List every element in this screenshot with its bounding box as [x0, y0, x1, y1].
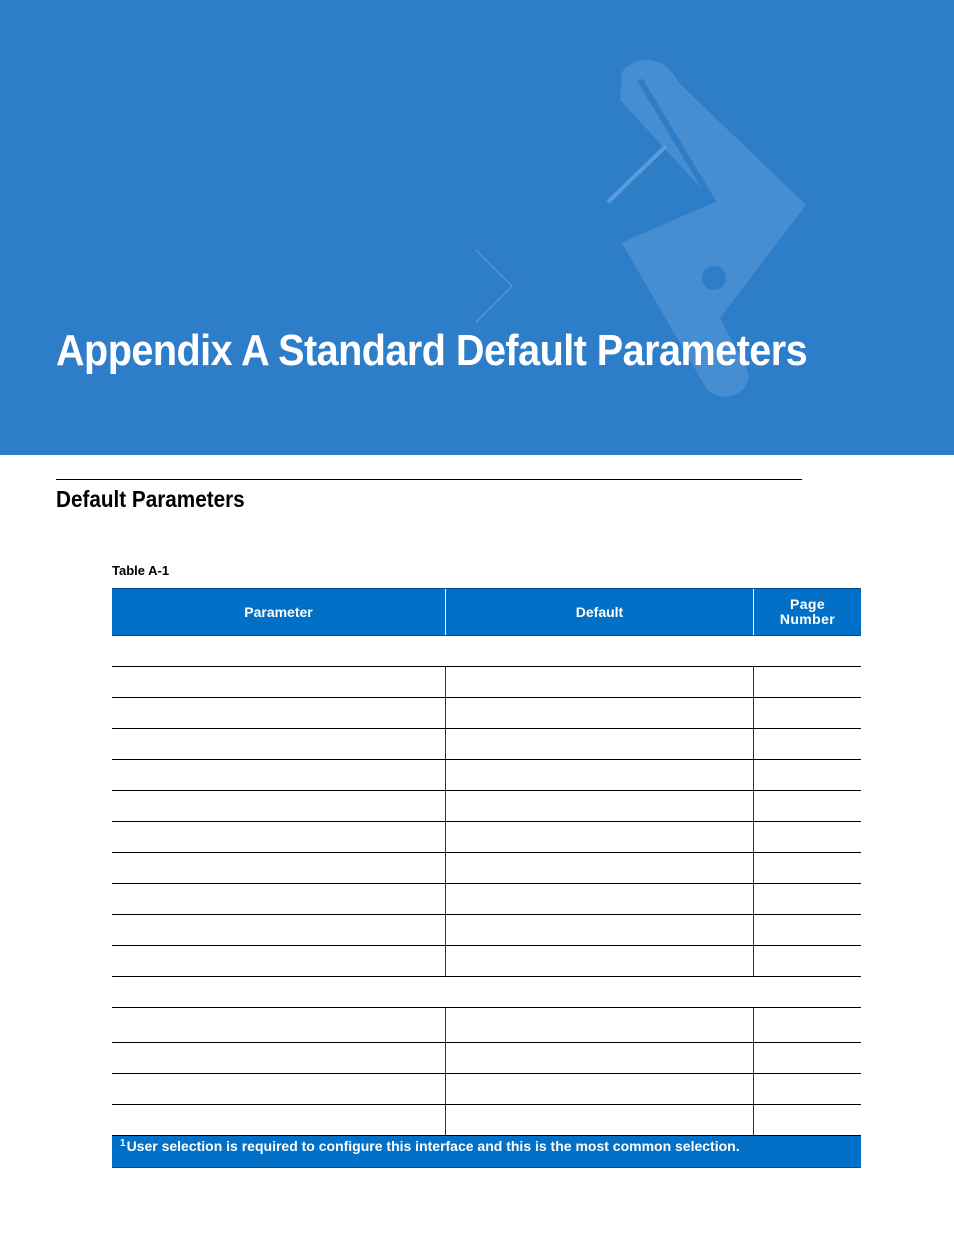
table-cell: [112, 729, 446, 759]
table-row: [112, 760, 861, 791]
table-cell: [754, 1105, 861, 1135]
table-row: [112, 1074, 861, 1105]
table-cell: [112, 667, 446, 697]
table-cell: [754, 853, 861, 883]
table-cell: [754, 1074, 861, 1104]
table-cell: [754, 1043, 861, 1073]
table-cell: [112, 853, 446, 883]
table-cell: [446, 791, 754, 821]
table-row: [112, 915, 861, 946]
table-cell: [446, 884, 754, 914]
table-cell: [754, 729, 861, 759]
table-cell: [446, 1105, 754, 1135]
table-cell: [446, 1043, 754, 1073]
table-cell: [446, 946, 754, 976]
table-row: [112, 853, 861, 884]
table-cell: [754, 760, 861, 790]
table-caption: Table A-1: [112, 563, 170, 578]
table-cell: [754, 946, 861, 976]
table-group-row: [112, 977, 861, 1008]
table-cell: [112, 1008, 446, 1042]
table-cell: [446, 853, 754, 883]
table-cell: [446, 822, 754, 852]
table-cell: [112, 1074, 446, 1104]
table-row: [112, 1008, 861, 1043]
table-cell: [754, 915, 861, 945]
table-cell: [112, 822, 446, 852]
table-cell: [112, 760, 446, 790]
header-default: Default: [446, 589, 754, 635]
table-cell: [446, 698, 754, 728]
section-title: Default Parameters: [56, 486, 245, 512]
table-row: [112, 1043, 861, 1074]
table-row: [112, 729, 861, 760]
table-cell: [446, 667, 754, 697]
table-cell: [446, 915, 754, 945]
default-parameters-table: [112, 588, 861, 1168]
table-footnote: [112, 1136, 861, 1168]
header-page-line2: Number: [779, 611, 836, 627]
table-row: [112, 791, 861, 822]
table-cell: [112, 1043, 446, 1073]
table-cell: [754, 698, 861, 728]
table-cell: [754, 667, 861, 697]
table-cell: [754, 884, 861, 914]
table-cell: [112, 698, 446, 728]
table-row: [112, 884, 861, 915]
table-cell: [754, 822, 861, 852]
header-parameter: Parameter: [112, 589, 446, 635]
table-cell: [112, 915, 446, 945]
table-cell: [754, 791, 861, 821]
header-page-number: [754, 589, 861, 635]
table-cell: [446, 1008, 754, 1042]
chevron-arrow-graphic-icon: [0, 0, 954, 455]
table-cell: [112, 791, 446, 821]
chapter-title: Appendix A Standard Default Parameters: [56, 326, 808, 375]
table-row: [112, 946, 861, 977]
section-divider: [56, 479, 802, 480]
table-row: [112, 698, 861, 729]
footnote-marker: 1: [120, 1138, 126, 1149]
table-row: [112, 1105, 861, 1136]
table-cell: [446, 760, 754, 790]
table-cell: [446, 1074, 754, 1104]
table-cell: [446, 729, 754, 759]
footnote-text: User selection is required to configure this interface and this is the most common selection.: [126, 1138, 740, 1154]
table-header-row: [112, 588, 861, 636]
table-cell: [112, 884, 446, 914]
table-cell: [112, 946, 446, 976]
table-cell: [754, 1008, 861, 1042]
table-group-row: [112, 636, 861, 667]
chapter-banner: [0, 0, 954, 455]
table-row: [112, 667, 861, 698]
table-row: [112, 822, 861, 853]
header-page-line1: Page: [789, 596, 826, 612]
table-cell: [112, 1105, 446, 1135]
